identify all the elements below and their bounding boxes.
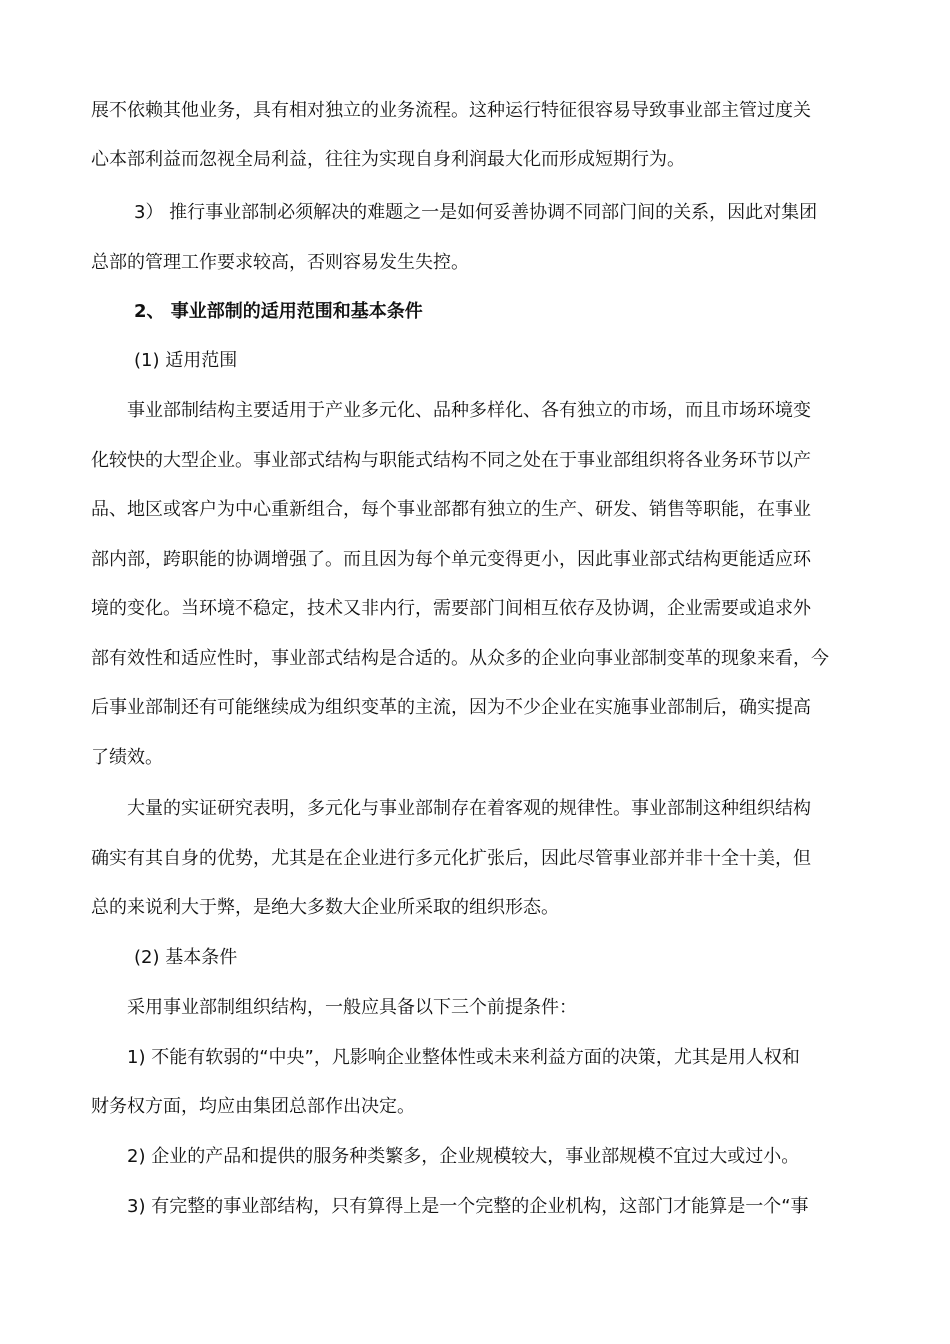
paragraph-line: 采用事业部制组织结构，一般应具备以下三个前提条件： <box>127 997 577 1018</box>
paragraph-line: 品、地区或客户为中心重新组合，每个事业部都有独立的生产、研发、销售等职能，在事业 <box>91 499 811 520</box>
paragraph-line: 展不依赖其他业务，具有相对独立的业务流程。这种运行特征很容易导致事业部主管过度关 <box>91 100 811 121</box>
list-item-3: 3） 推行事业部制必须解决的难题之一是如何妥善协调不同部门间的关系，因此对集团 <box>134 202 818 223</box>
paragraph-line: 了绩效。 <box>91 747 163 768</box>
paragraph-line: 总的来说利大于弊，是绝大多数大企业所采取的组织形态。 <box>91 897 559 918</box>
paragraph-line: 总部的管理工作要求较高，否则容易发生失控。 <box>91 252 469 273</box>
paragraph-line: 大量的实证研究表明，多元化与事业部制存在着客观的规律性。事业部制这种组织结构 <box>127 798 811 819</box>
paragraph-line: 部有效性和适应性时，事业部式结构是合适的。从众多的企业向事业部制变革的现象来看，今 <box>91 648 829 669</box>
paragraph-line: 心本部利益而忽视全局利益，往往为实现自身利润最大化而形成短期行为。 <box>91 149 685 170</box>
paragraph-line: 化较快的大型企业。事业部式结构与职能式结构不同之处在于事业部组织将各业务环节以产 <box>91 450 811 471</box>
paragraph-line: 事业部制结构主要适用于产业多元化、品种多样化、各有独立的市场，而且市场环境变 <box>127 400 811 421</box>
section-heading: 2、 事业部制的适用范围和基本条件 <box>134 301 423 322</box>
paragraph-line: 境的变化。当环境不稳定，技术又非内行，需要部门间相互依存及协调，企业需要或追求外 <box>91 598 811 619</box>
paragraph-line: 确实有其自身的优势，尤其是在企业进行多元化扩张后，因此尽管事业部并非十全十美，但 <box>91 848 811 869</box>
list-item-1: 1) 不能有软弱的“中央”，凡影响企业整体性或未来利益方面的决策，尤其是用人权和 <box>127 1047 800 1068</box>
paragraph-line: 部内部，跨职能的协调增强了。而且因为每个单元变得更小，因此事业部式结构更能适应环 <box>91 549 811 570</box>
subsection-heading-scope: (1) 适用范围 <box>134 350 238 371</box>
subsection-heading-conditions: (2) 基本条件 <box>134 947 238 968</box>
paragraph-line: 后事业部制还有可能继续成为组织变革的主流，因为不少企业在实施事业部制后，确实提高 <box>91 697 811 718</box>
list-item-3: 3) 有完整的事业部结构，只有算得上是一个完整的企业机构，这部门才能算是一个“事 <box>127 1196 809 1217</box>
list-item-2: 2) 企业的产品和提供的服务种类繁多，企业规模较大，事业部规模不宜过大或过小。 <box>127 1146 800 1167</box>
paragraph-line: 财务权方面，均应由集团总部作出决定。 <box>91 1096 415 1117</box>
